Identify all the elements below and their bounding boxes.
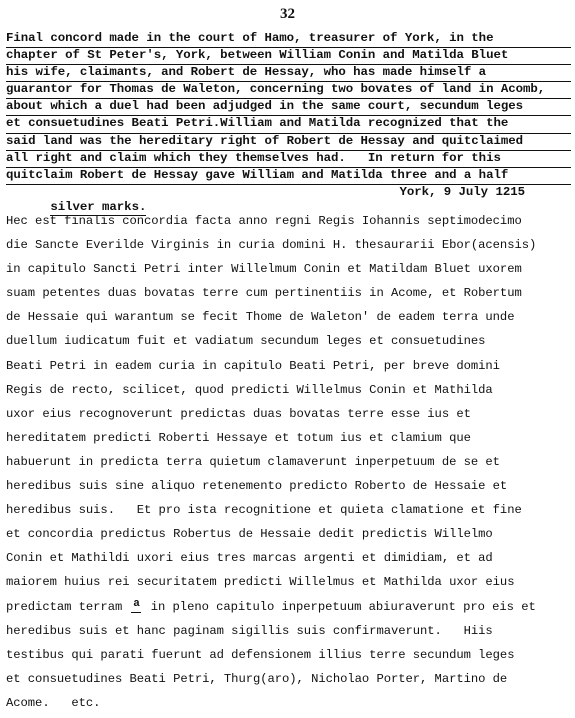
latin-line: duellum iudicatum fuit et vadiatum secundum leges et consuetudines	[6, 334, 486, 349]
summary-line: et consuetudines Beati Petri.William and Matilda recognized that the	[6, 116, 571, 133]
latin-line: heredibus suis sine aliquo retenemento predicto Roberto de Hessaie et	[6, 479, 508, 494]
latin-text	[6, 212, 571, 718]
latin-line: die Sancte Everilde Virginis in curia domini H. thesaurarii Ebor(acensis)	[6, 238, 537, 253]
summary-line: his wife, claimants, and Robert de Hessay, who has made himself a	[6, 65, 571, 82]
latin-line: heredibus suis et hanc paginam sigillis suis confirmaverunt. Hiis	[6, 623, 493, 638]
latin-line: Beati Petri in eadem curia in capitulo Beati Petri, per breve domini	[6, 358, 500, 373]
latin-line: testibus qui parati fuerunt ad defensionem illius terre secundum leges	[6, 647, 515, 662]
summary-line: silver marks.	[50, 199, 147, 214]
summary-last-line	[6, 184, 571, 214]
page-number: 32	[280, 6, 295, 22]
latin-line: suam petentes duas bovatas terre cum pertinentiis in Acome, et Robertum	[6, 286, 522, 301]
latin-line: Hec est finalis concordia facta anno regni Regis Iohannis septimodecimo	[6, 214, 522, 228]
latin-line: Conin et Mathildi uxori eius tres marcas argenti et dimidiam, et ad	[6, 551, 493, 566]
summary-line: guarantor for Thomas de Waleton, concerning two bovates of land in Acomb,	[6, 82, 571, 99]
latin-text-fragment: predictam terram	[6, 599, 130, 614]
summary-line: about which a duel had been adjudged in the same court, secundum leges	[6, 99, 571, 116]
latin-line: et consuetudines Beati Petri, Thurg(aro), Nicholao Porter, Martino de	[6, 671, 508, 686]
footnote-marker: a	[129, 595, 143, 613]
latin-text-fragment: in pleno capitulo inperpetuum abiuraverunt pro eis et	[143, 599, 536, 614]
latin-line: heredibus suis. Et pro ista recognitione et quieta clamatione et fine	[6, 503, 522, 518]
latin-line: maiorem huius rei securitatem predicti Willelmus et Mathilda uxor eius	[6, 575, 515, 590]
summary-line: all right and claim which they themselves had. In return for this	[6, 151, 571, 168]
dateline: York, 9 July 1215	[399, 184, 525, 199]
latin-line: de Hessaie qui warantum se fecit Thome de Waleton' de eadem terra unde	[6, 310, 515, 325]
summary-line: quitclaim Robert de Hessay gave William and Matilda three and a half	[6, 168, 571, 185]
latin-line: Acome. etc.	[6, 695, 101, 710]
latin-line-with-note	[6, 598, 571, 622]
latin-line: in capitulo Sancti Petri inter Willelmum Conin et Matildam Bluet uxorem	[6, 262, 522, 277]
english-summary	[6, 31, 571, 214]
latin-line: habuerunt in predicta terra quietum clamaverunt inperpetuum de se et	[6, 454, 500, 469]
summary-line: Final concord made in the court of Hamo, treasurer of York, in the	[6, 31, 571, 48]
summary-line: said land was the hereditary right of Robert de Hessay and quitclaimed	[6, 134, 571, 151]
summary-line: chapter of St Peter's, York, between William Conin and Matilda Bluet	[6, 48, 571, 65]
latin-line: Regis de recto, scilicet, quod predicti Willelmus Conin et Mathilda	[6, 382, 493, 397]
latin-line: et concordia predictus Robertus de Hessaie dedit predictis Willelmo	[6, 527, 493, 542]
latin-line: uxor eius recognoverunt predictas duas bovatas terre esse ius et	[6, 406, 471, 421]
latin-line: hereditatem predicti Roberti Hessaye et totum ius et clamium que	[6, 430, 471, 445]
